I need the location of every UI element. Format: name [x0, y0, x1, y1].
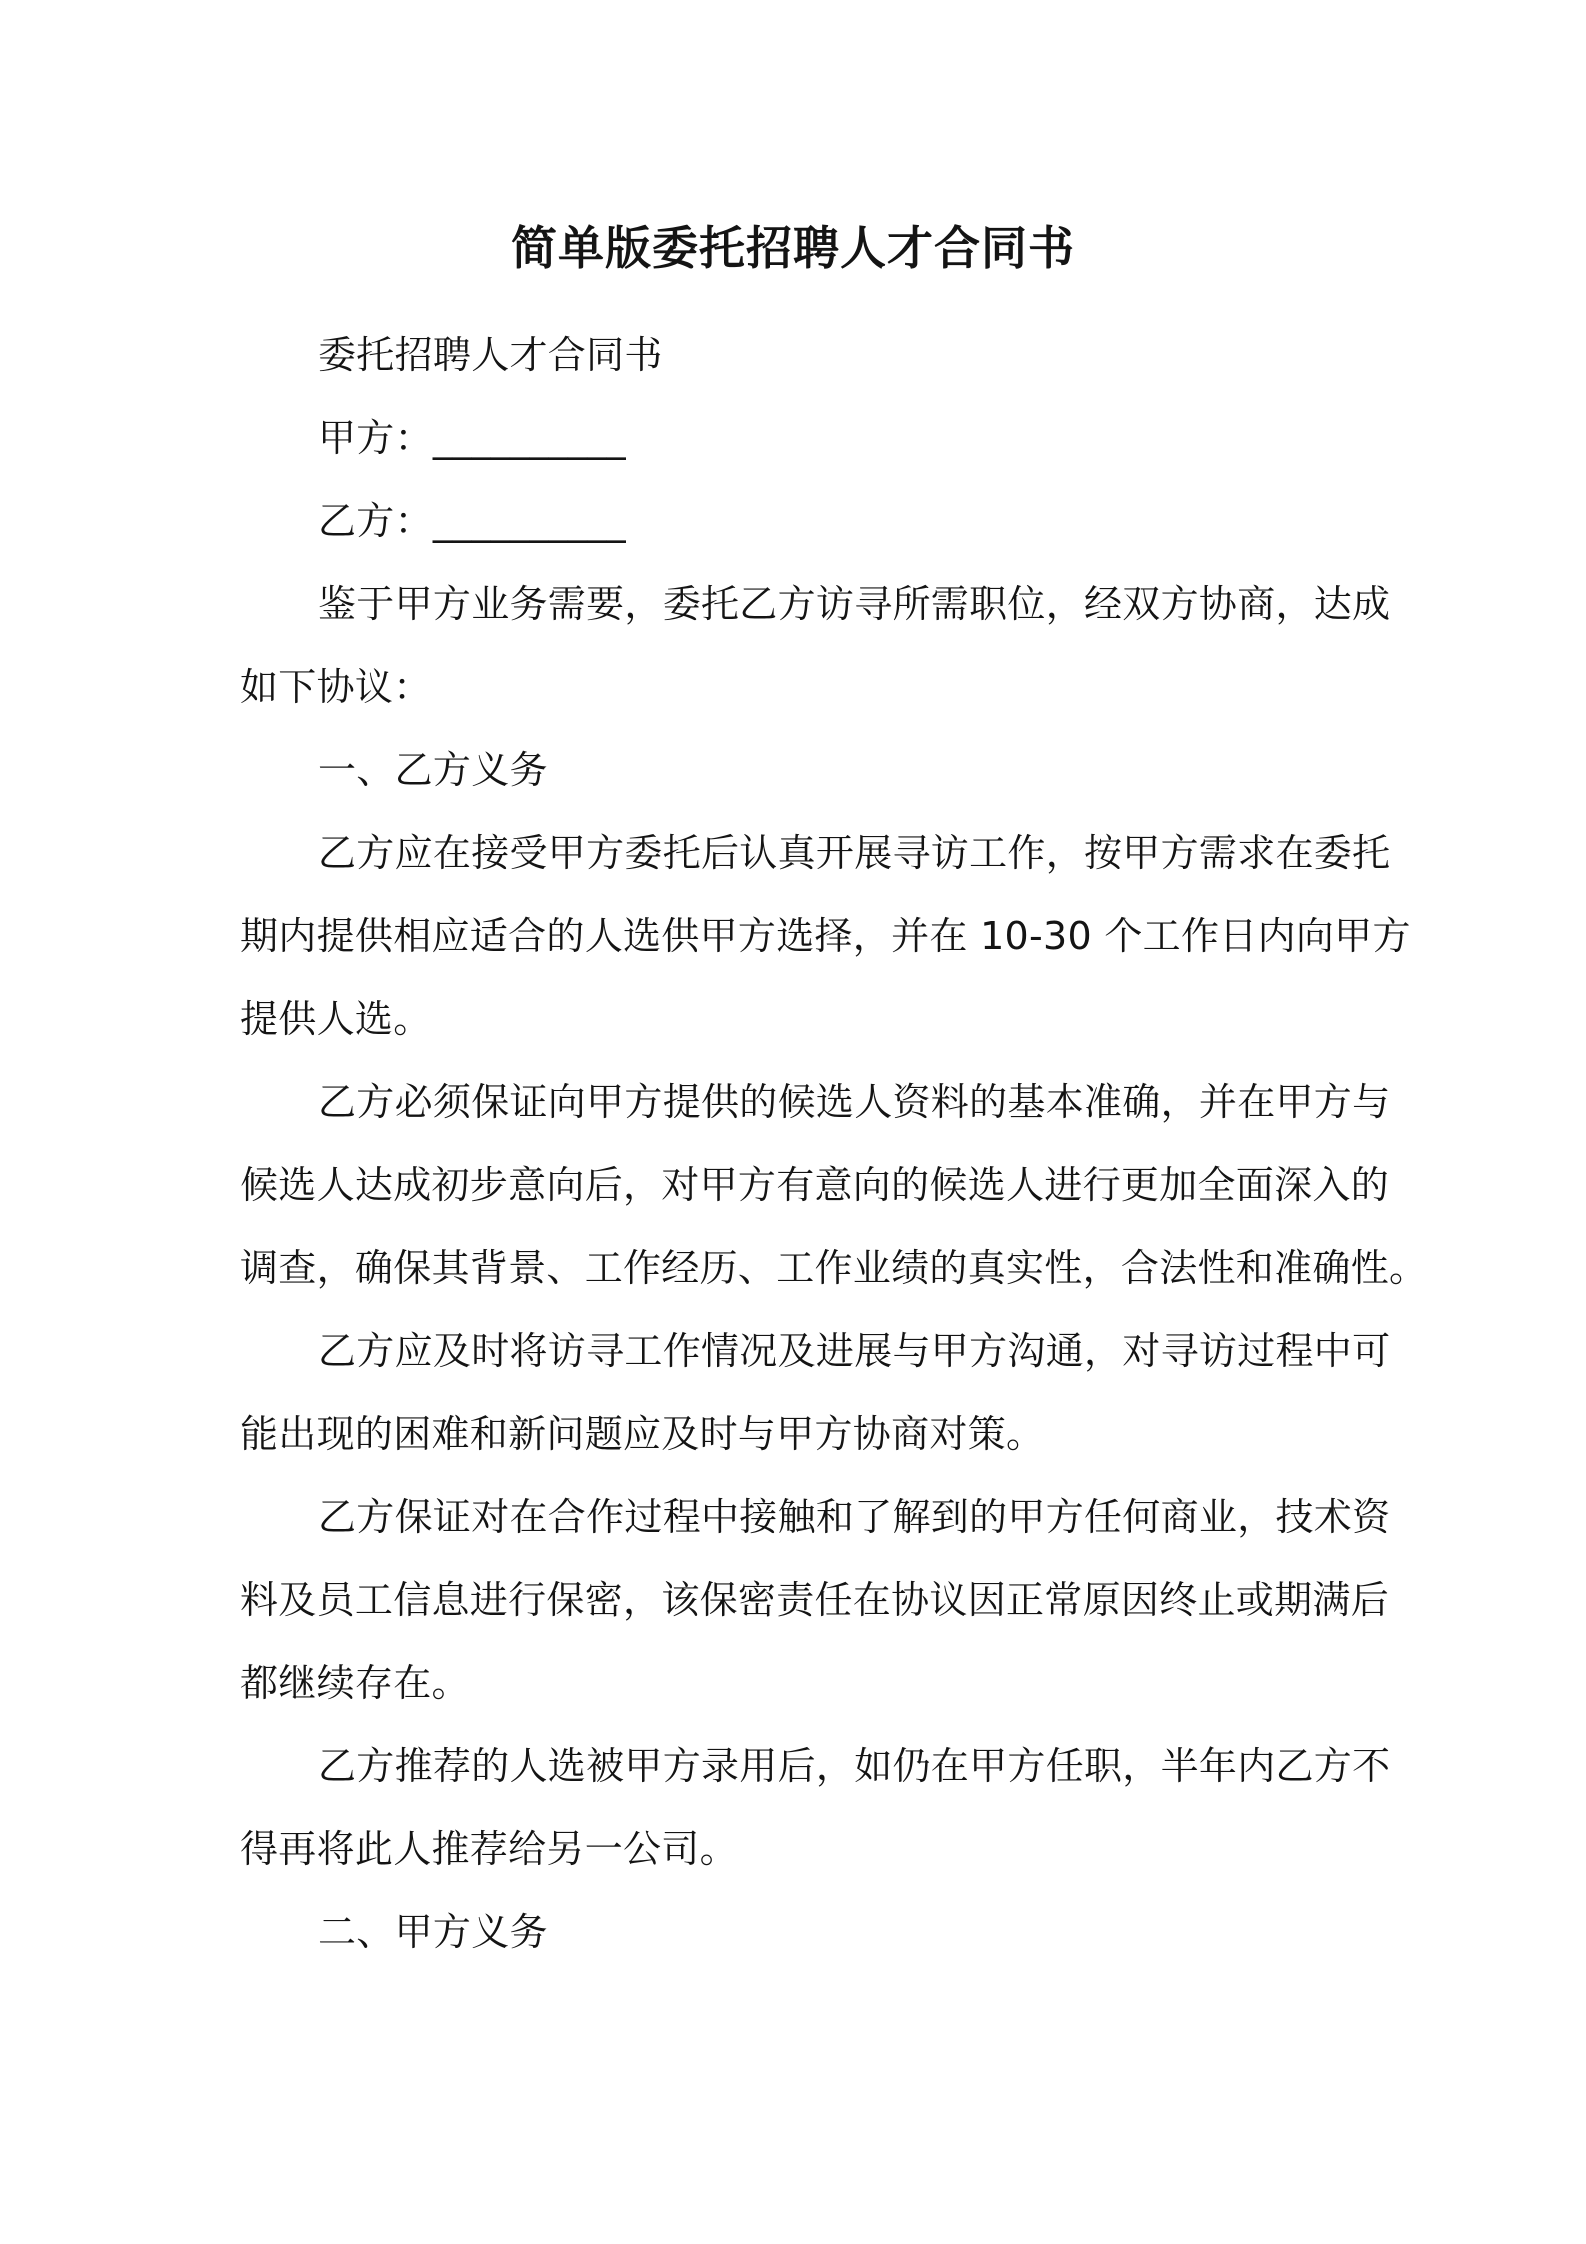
paragraph-line: 能出现的困难和新问题应及时与甲方协商对策。: [240, 1412, 1045, 1456]
paragraph-line: 乙方应在接受甲方委托后认真开展寻访工作，按甲方需求在委托: [318, 831, 1391, 875]
paragraph-line: 候选人达成初步意向后，对甲方有意向的候选人进行更加全面深入的: [240, 1163, 1390, 1207]
document-subtitle: 委托招聘人才合同书: [318, 333, 663, 377]
section-heading-party-b-obligations: 一、乙方义务: [318, 748, 548, 792]
paragraph-line: 乙方必须保证向甲方提供的候选人资料的基本准确，并在甲方与: [318, 1080, 1391, 1124]
paragraph-line: 都继续存在。: [240, 1661, 470, 1705]
paragraph-line: 料及员工信息进行保密，该保密责任在协议因正常原因终止或期满后: [240, 1578, 1390, 1622]
party-a-line: 甲方：__________: [318, 416, 626, 460]
paragraph-line: 期内提供相应适合的人选供甲方选择，并在 10-30 个工作日内向甲方: [240, 914, 1411, 958]
paragraph-line: 得再将此人推荐给另一公司。: [240, 1827, 738, 1871]
intro-line: 鉴于甲方业务需要，委托乙方访寻所需职位，经双方协商，达成: [318, 582, 1391, 626]
party-b-line: 乙方：__________: [318, 499, 626, 543]
paragraph-line: 乙方保证对在合作过程中接触和了解到的甲方任何商业，技术资: [318, 1495, 1391, 1539]
paragraph-line: 乙方应及时将访寻工作情况及进展与甲方沟通，对寻访过程中可: [318, 1329, 1391, 1373]
intro-line: 如下协议：: [240, 665, 432, 709]
document-title: 简单版委托招聘人才合同书: [511, 221, 1075, 275]
paragraph-line: 乙方推荐的人选被甲方录用后，如仍在甲方任职，半年内乙方不: [318, 1744, 1391, 1788]
paragraph-line: 提供人选。: [240, 997, 432, 1041]
paragraph-line: 调查，确保其背景、工作经历、工作业绩的真实性，合法性和准确性。: [240, 1246, 1428, 1290]
section-heading-party-a-obligations: 二、甲方义务: [318, 1910, 548, 1954]
